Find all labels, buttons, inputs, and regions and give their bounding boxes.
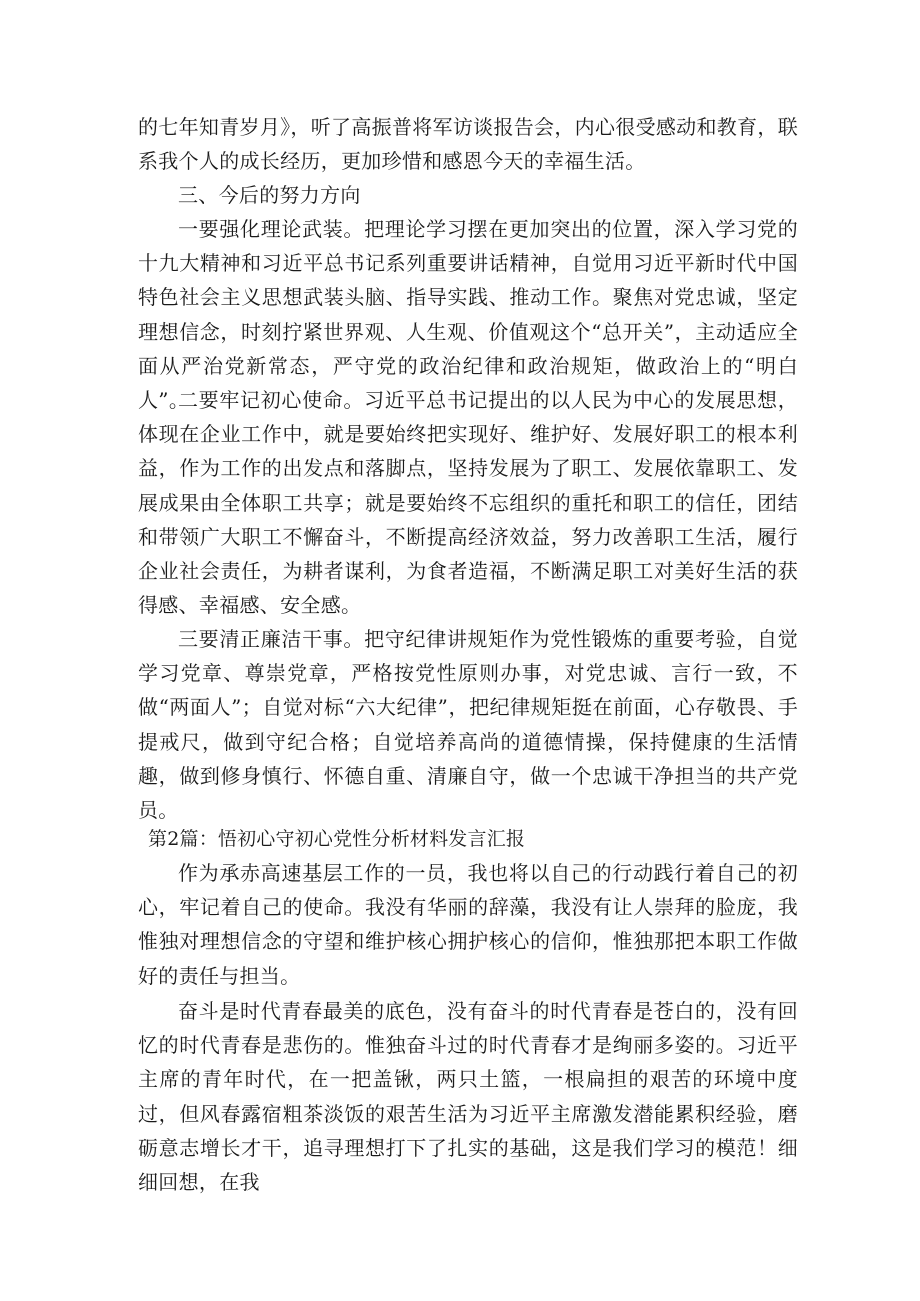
point-clean-integrity: 三要清正廉洁干事。把守纪律讲规矩作为党性锻炼的重要考验，自觉学习党章、尊崇党章，严格按党性原则办事，对党忠诚、言行一致，不做“两面人”；自觉对标“六大纪律”，把纪律规矩挺在前面，心存敬畏、手提戒尺，做到守纪合格；自觉培养高尚的道德情操，保持健康的生活情趣，做到修身慎行、怀德自重、清廉自守，做一个忠诚干净担当的共产党员。	[138, 627, 798, 823]
point-original-mission: 二要牢记初心使命。习近平总书记提出的以人民为中心的发展思想，体现在企业工作中，就是要始终把实现好、维护好、发展好职工的根本利益，作为工作的出发点和落脚点，坚持发展为了职工、发展依靠职工、发展成果由全体职工共享；就是要始终不忘组织的重托和职工的信任，团结和带领广大职工不懈奋斗，不断提高经济效益，努力改善职工生活，履行企业社会责任，为耕者谋利，为食者造福，不断满足职工对美好生活的获得感、幸福感、安全感。	[138, 388, 798, 618]
article-2-title: 第2篇：悟初心守初心党性分析材料发言汇报	[148, 828, 526, 850]
continuation-paragraph: 的七年知青岁月》，听了高振普将军访谈报告会，内心很受感动和教育，联系我个人的成长经历，更加珍惜和感恩今天的幸福生活。	[138, 115, 798, 174]
article-2-paragraph-2: 奋斗是时代青春最美的底色，没有奋斗的时代青春是苍白的，没有回忆的时代青春是悲伤的。惟独奋斗过的时代青春才是绚丽多姿的。习近平主席的青年时代，在一把盖锹，两只土篮，一根扁担的艰苦的环境中度过，但风春露宿粗茶淡饭的艰苦生活为习近平主席激发潜能累积经验，磨砺意志增长才干，追寻理想打下了扎实的基础，这是我们学习的模范！细细回想，在我	[138, 999, 798, 1195]
point-theory-armament: 一要强化理论武装。把理论学习摆在更加突出的位置，深入学习党的十九大精神和习近平总书记系列重要讲话精神，自觉用习近平新时代中国特色社会主义思想武装头脑、指导实践、推动工作。聚焦对党忠诚，坚定理想信念，时刻拧紧世界观、人生观、价值观这个“总开关”，主动适应全面从严治党新常态，严守党的政治纪律和政治规矩，做政治上的“明白人”。	[138, 217, 798, 413]
article-2-paragraph-1: 作为承赤高速基层工作的一员，我也将以自己的行动践行着自己的初心，牢记着自己的使命。我没有华丽的辞藻，我没有让人崇拜的脸庞，我惟独对理想信念的守望和维护核心拥护核心的信仰，惟独那把本职工作做好的责任与担当。	[138, 861, 798, 988]
section-heading-future-direction: 三、今后的努力方向	[178, 183, 361, 207]
